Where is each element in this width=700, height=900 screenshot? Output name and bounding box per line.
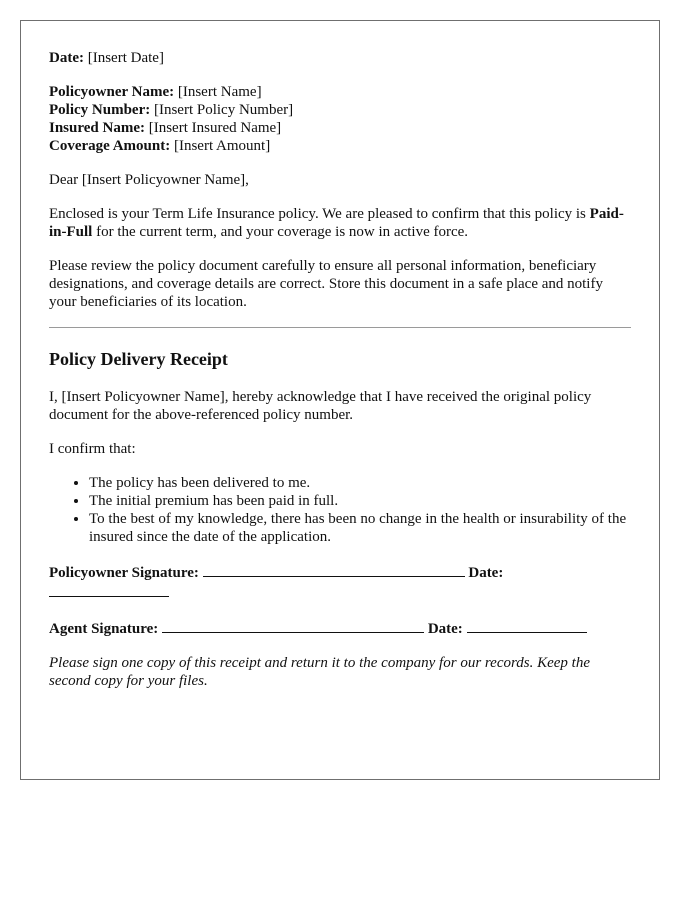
intro-text-end: for the current term, and your coverage is now in active force. — [92, 224, 469, 240]
detail-value: [Insert Insured Name] — [148, 120, 282, 136]
agent-signature-label: Agent Signature: — [49, 621, 159, 637]
agent-signature-line[interactable] — [162, 618, 424, 633]
policyowner-date-label: Date: — [468, 565, 504, 581]
confirm-intro: I confirm that: — [49, 441, 136, 457]
list-item: • To the best of my knowledge, there has been no change in the health or insurability of the insured since the date of the application. — [89, 510, 631, 546]
detail-label: Policyowner Name: — [49, 84, 175, 100]
intro-paragraph — [49, 205, 631, 241]
document-page — [20, 20, 660, 780]
coverage-amount-line — [49, 137, 631, 155]
salutation: Dear [Insert Policyowner Name], — [49, 172, 249, 188]
policyowner-signature-label: Policyowner Signature: — [49, 565, 199, 581]
policyowner-signature-row — [49, 562, 631, 602]
agent-signature-row — [49, 618, 631, 638]
date-label: Date: — [49, 50, 84, 66]
detail-value: [Insert Amount] — [173, 138, 271, 154]
receipt-title: Policy Delivery Receipt — [49, 349, 228, 369]
intro-text-start: Enclosed is your Term Life Insurance policy. We are pleased to confirm that this policy is — [49, 206, 590, 222]
paid-in-full-emphasis: Paid-in-Full — [49, 206, 624, 240]
agent-date-label: Date: — [427, 621, 463, 637]
detail-value: [Insert Name] — [177, 84, 262, 100]
date-value: [Insert Date] — [87, 50, 164, 66]
detail-value: [Insert Policy Number] — [153, 102, 294, 118]
list-item: • The initial premium has been paid in full. — [89, 492, 631, 510]
policyowner-name-line — [49, 83, 631, 101]
review-paragraph: Please review the policy document carefully to ensure all personal information, beneficiary designations, and coverage details are correct. Store this document in a safe place and notify your beneficiaries of its location. — [49, 258, 603, 310]
policy-number-line — [49, 101, 631, 119]
insured-name-line — [49, 119, 631, 137]
detail-label: Coverage Amount: — [49, 138, 171, 154]
closing-note: Please sign one copy of this receipt and return it to the company for our records. Keep the second copy for your files. — [49, 655, 591, 689]
list-item: • The policy has been delivered to me. — [89, 474, 631, 492]
section-divider — [49, 327, 631, 328]
acknowledgement-paragraph: I, [Insert Policyowner Name], hereby acknowledge that I have received the original policy document for the above-referenced policy number. — [49, 389, 592, 423]
detail-label: Policy Number: — [49, 102, 151, 118]
policyowner-date-line[interactable] — [49, 582, 169, 597]
detail-label: Insured Name: — [49, 120, 145, 136]
date-line — [49, 49, 631, 67]
agent-date-line[interactable] — [467, 618, 587, 633]
confirmation-list — [49, 474, 631, 546]
policy-details — [49, 83, 631, 155]
policyowner-signature-line[interactable] — [203, 562, 465, 577]
